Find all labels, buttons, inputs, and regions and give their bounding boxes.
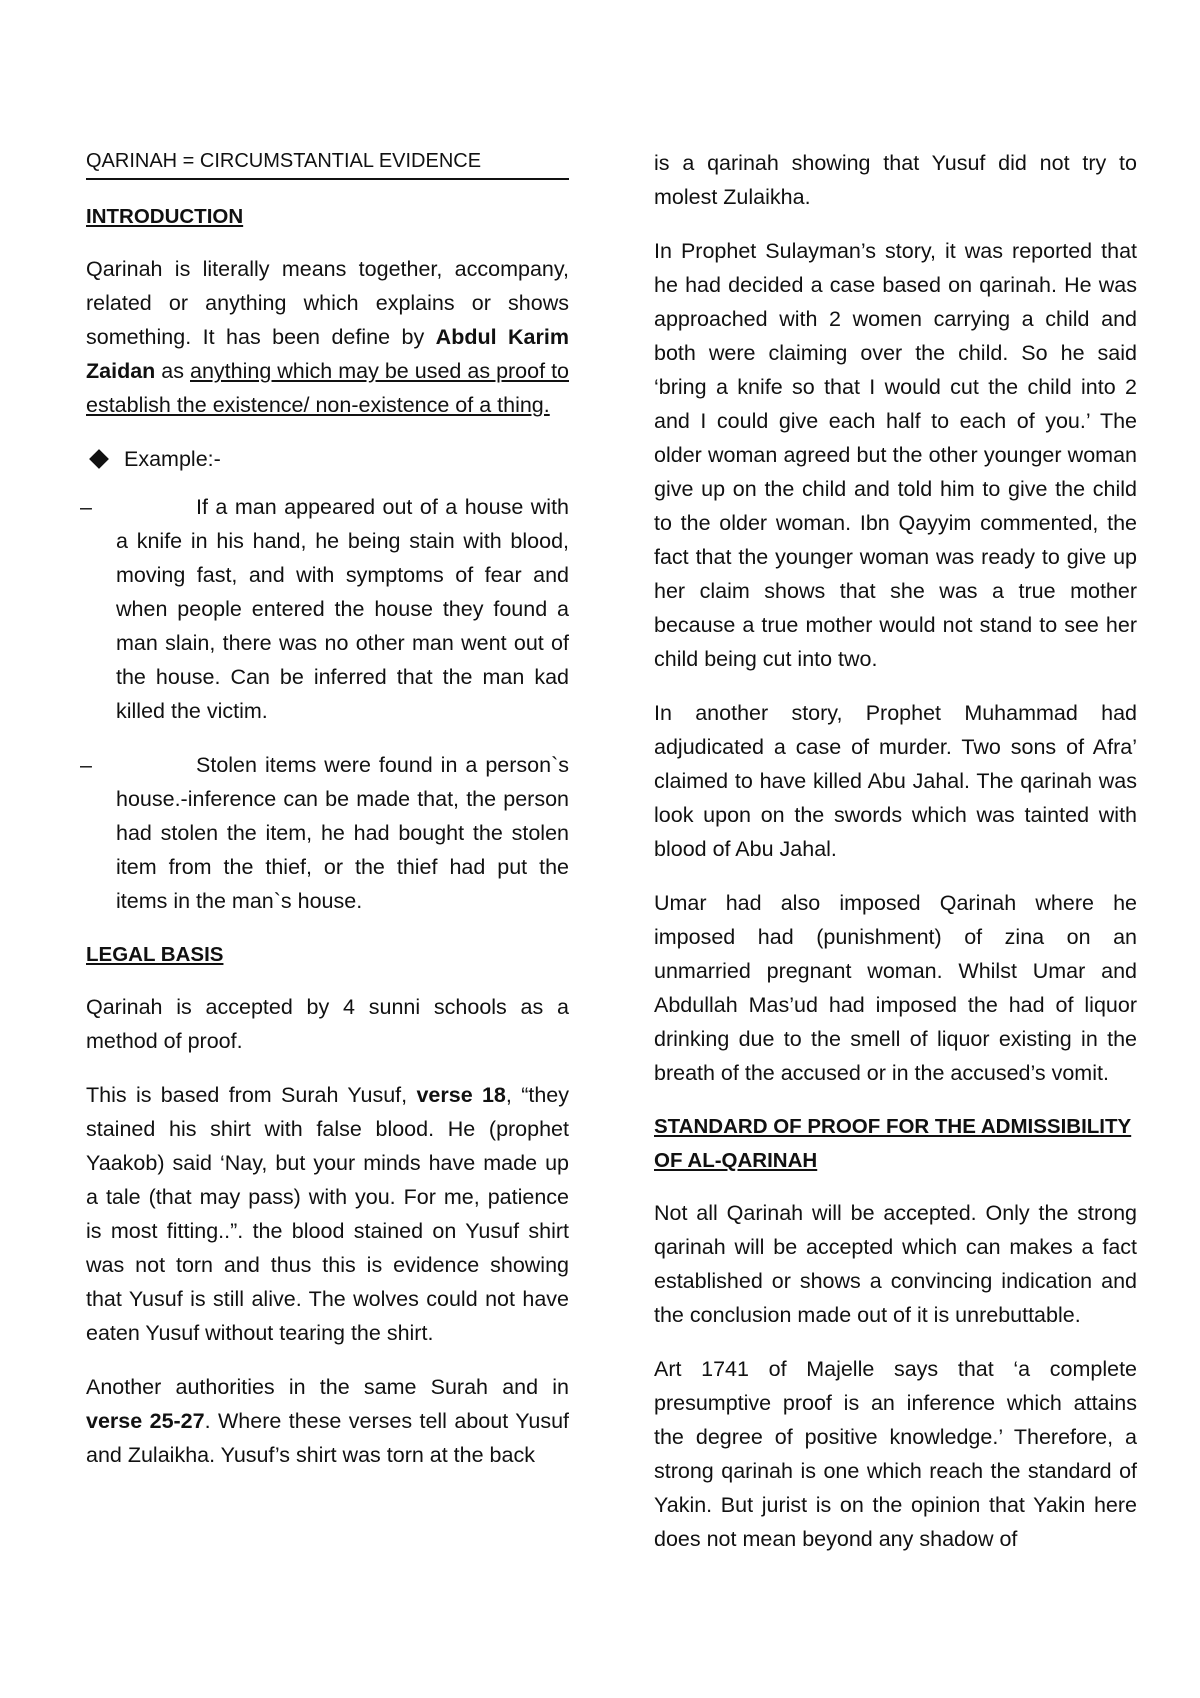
- example-label: Example:-: [124, 447, 221, 471]
- introduction-heading: INTRODUCTION: [86, 205, 244, 228]
- right-column: [654, 146, 1137, 1576]
- example-text-2: Stolen items were found in a person`s house.-inference can be made that, the person had stolen the item, he had bought the stolen item from the thief, or the thief had put the items in the man`s house.: [116, 753, 569, 913]
- example-text-1: If a man appeared out of a house with a knife in his hand, he being stain with blood, moving fast, and with symptoms of fear and when people entered the house they found a man slain, there was no other man went out of the house. Can be inferred that the man kad killed the victim.: [116, 495, 569, 723]
- left-column: [80, 146, 570, 1492]
- definition-text: anything which may be used as proof to establish the existence/ non-existence of a thing.: [86, 359, 569, 417]
- document-title: QARINAH = CIRCUMSTANTIAL EVIDENCE: [86, 146, 569, 180]
- strong-qarinah-paragraph: Not all Qarinah will be accepted. Only the strong qarinah will be accepted which can makes a fact established or shows a convincing indication and the conclusion made out of it is unrebuttable.: [654, 1201, 1137, 1327]
- legal-basis-paragraph-3: Another authorities in the same Surah and in verse 25-27. Where these verses tell about Yusuf and Zulaikha. Yusuf’s shirt was torn at the back: [86, 1375, 569, 1467]
- legal-basis-heading: LEGAL BASIS: [86, 943, 224, 966]
- dash-icon: –: [80, 753, 92, 777]
- legal-basis-paragraph-2: This is based from Surah Yusuf, verse 18, “they stained his shirt with false blood. He (prophet Yaakob) said ‘Nay, but your minds have made up a tale (that may pass) with you. For me, patience is most fitting..”. the blood stained on Yusuf shirt was not torn and thus this is evidence showing that Yusuf is still alive. The wolves could not have eaten Yusuf without tearing the shirt.: [86, 1083, 570, 1345]
- sulayman-paragraph: In Prophet Sulayman’s story, it was reported that he had decided a case based on qarinah. He was approached with 2 women carrying a child and both were claiming over the child. So he said ‘bring a knife so that I would cut the child into 2 and I could give each half to each of you.’ The older woman agreed but the other younger woman give up on the child and told him to give the child to the older woman. Ibn Qayyim commented, the fact that the younger woman was ready to give up her claim shows that she was a true mother because a true mother would not stand to see her child being cut into two.: [654, 239, 1137, 671]
- majelle-paragraph: Art 1741 of Majelle says that ‘a complete presumptive proof is an inference which attains the degree of positive knowledge.’ Therefore, a strong qarinah is one which reach the standard of Yakin. But jurist is on the opinion that Yakin here does not mean beyond any shadow of: [654, 1357, 1137, 1551]
- verse-reference: verse 18: [416, 1083, 506, 1107]
- example-bullet: [86, 442, 569, 476]
- list-item: [80, 748, 569, 918]
- dash-icon: –: [80, 495, 92, 519]
- umar-paragraph: Umar had also imposed Qarinah where he imposed had (punishment) of zina on an unmarried pregnant woman. Whilst Umar and Abdullah Mas’ud had imposed the had of liquor drinking due to the smell of liquor existing in the breath of the accused or in the accused’s vomit.: [654, 891, 1137, 1085]
- author-name: Abdul Karim Zaidan: [86, 325, 569, 383]
- diamond-bullet-icon: [89, 449, 109, 469]
- list-item: [80, 490, 569, 728]
- muhammad-paragraph: In another story, Prophet Muhammad had adjudicated a case of murder. Two sons of Afra’ claimed to have killed Abu Jahal. The qarinah was look upon on the swords which was tainted with blood of Abu Jahal.: [654, 701, 1137, 861]
- legal-basis-paragraph-1: Qarinah is accepted by 4 sunni schools as a method of proof.: [86, 995, 569, 1053]
- verse-reference: verse 25-27: [86, 1409, 205, 1433]
- continuation-paragraph: is a qarinah showing that Yusuf did not try to molest Zulaikha.: [654, 151, 1137, 209]
- standard-of-proof-heading: STANDARD OF PROOF FOR THE ADMISSIBILITY OF AL-QARINAH: [654, 1115, 1132, 1172]
- introduction-paragraph: Qarinah is literally means together, accompany, related or anything which explains or shows something. It has been define by Abdul Karim Zaidan as anything which may be used as proof to establish the existence/ non-existence of a thing.: [86, 257, 569, 417]
